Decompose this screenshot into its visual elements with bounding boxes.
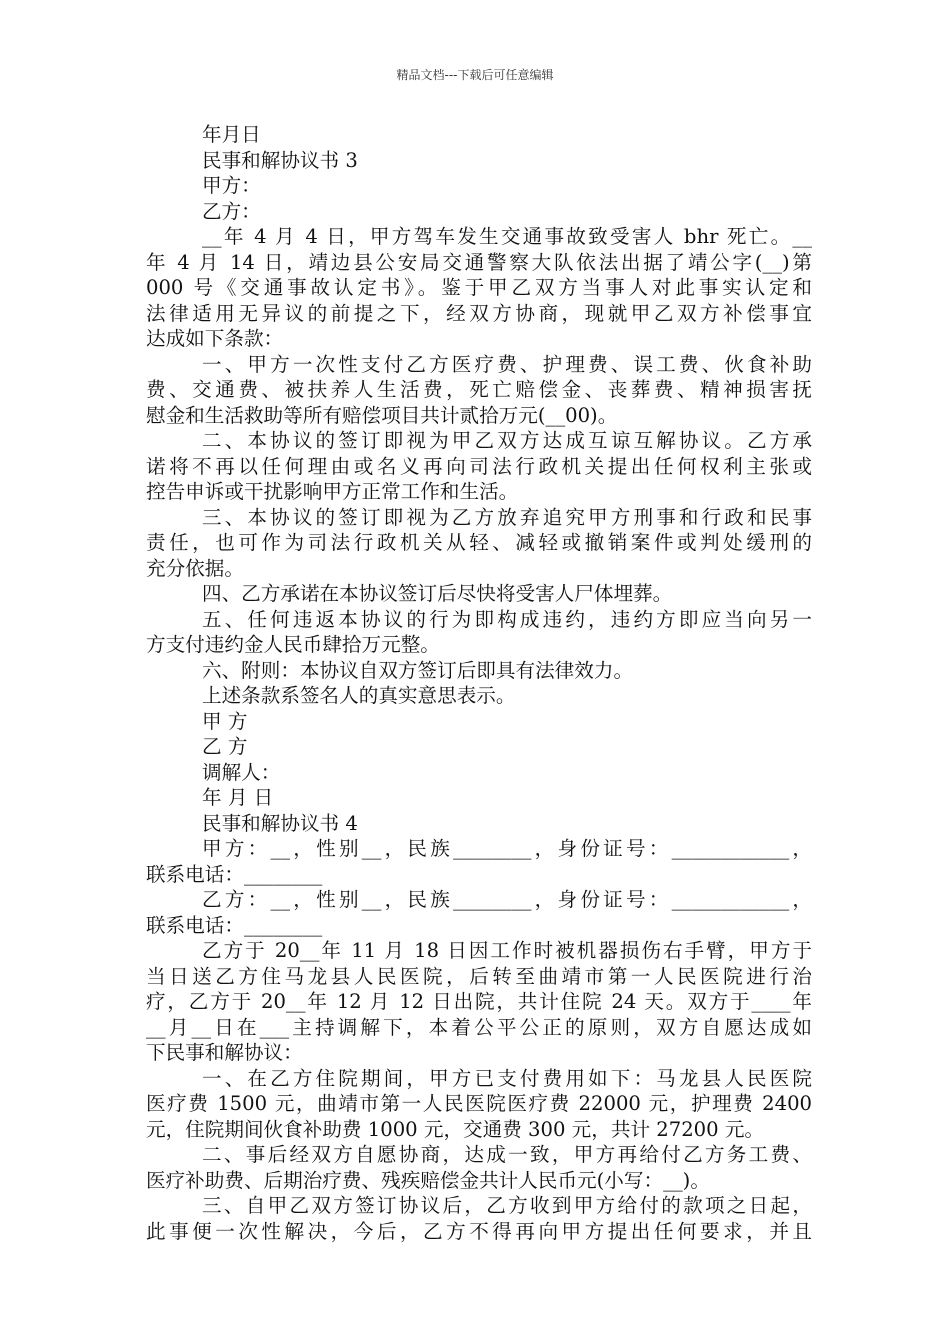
text-line: 一、在乙方住院期间，甲方已支付费用如下：马龙县人民医院 xyxy=(202,1066,812,1090)
text-line: 四、乙方承诺在本协议签订后尽快将受害人尸体埋葬。 xyxy=(202,582,673,605)
text-line: 联系电话：________ xyxy=(146,913,323,937)
text-line: 甲方： xyxy=(202,174,261,197)
text-line: 疗，乙方于 20__年 12 月 12 日出院，共计住院 24 天。双方于____年 xyxy=(146,990,812,1013)
text-line: 法律适用无异议的前提之下，经双方协商，现就甲乙双方补偿事宜 xyxy=(146,301,812,325)
text-line: 乙 方 xyxy=(202,735,248,758)
text-line: 医疗补助费、后期治疗费、残疾赔偿金共计人民币元(小写：__)。 xyxy=(146,1168,710,1192)
text-line: 甲 方 xyxy=(202,709,248,733)
text-line: 乙方：__，性别__，民族________，身份证号：____________， xyxy=(202,888,812,911)
text-line: 年 月 日 xyxy=(202,786,274,809)
text-line: 二、本协议的签订即视为甲乙双方达成互谅互解协议。乙方承 xyxy=(202,429,812,452)
text-line: 五、任何违返本协议的行为即构成违约，违约方即应当向另一 xyxy=(202,607,812,631)
text-line: 达成如下条款： xyxy=(146,327,284,350)
text-line: 元，住院期间伙食补助费 1000 元，交通费 300 元，共计 27200 元。 xyxy=(146,1117,765,1141)
text-line: __月__日在___主持调解下，本着公平公正的原则，双方自愿达成如 xyxy=(146,1015,812,1039)
text-line: 三、自甲乙双方签订协议后，乙方收到甲方给付的款项之日起， xyxy=(202,1194,812,1217)
text-line: 医疗费 1500 元，曲靖市第一人民医院医疗费 22000 元，护理费 2400 xyxy=(146,1092,812,1115)
text-line: 上述条款系签名人的真实意思表示。 xyxy=(202,684,516,707)
text-line: 诺将不再以任何理由或名义再向司法行政机关提出任何权利主张或 xyxy=(146,454,812,478)
text-line: 慰金和生活救助等所有赔偿项目共计贰拾万元(__00)。 xyxy=(146,403,618,427)
text-line: 下民事和解协议： xyxy=(146,1041,303,1064)
text-line: 联系电话：________ xyxy=(146,862,323,886)
text-line: 甲方：__，性别__，民族________，身份证号：____________， xyxy=(202,837,812,860)
text-line: 费、交通费、被扶养人生活费，死亡赔偿金、丧葬费、精神损害抚 xyxy=(146,378,812,401)
text-line: 调解人： xyxy=(202,760,281,784)
text-line: 民事和解协议书 4 xyxy=(202,811,358,835)
text-line: 二、事后经双方自愿协商，达成一致，甲方再给付乙方务工费、 xyxy=(202,1143,812,1166)
text-line: 充分依据。 xyxy=(146,556,244,580)
text-line: 年 4 月 14 日，靖边县公安局交通警察大队依法出据了靖公字(__)第 xyxy=(146,250,812,274)
text-line: 方支付违约金人民币肆拾万元整。 xyxy=(146,633,440,656)
text-line: 六、附则：本协议自双方签订后即具有法律效力。 xyxy=(202,658,634,682)
page-header: 精品文档---下载后可任意编辑 xyxy=(396,68,554,82)
document-body xyxy=(146,122,812,1244)
text-line: 当日送乙方住马龙县人民医院，后转至曲靖市第一人民医院进行治 xyxy=(146,964,812,988)
text-line: 一、甲方一次性支付乙方医疗费、护理费、误工费、伙食补助 xyxy=(202,352,812,376)
text-line: 民事和解协议书 3 xyxy=(202,148,358,172)
text-line: 此事便一次性解决，今后，乙方不得再向甲方提出任何要求，并且 xyxy=(146,1219,812,1243)
text-line: 年月日 xyxy=(202,123,261,146)
text-line: 责任，也可作为司法行政机关从轻、减轻或撤销案件或判处缓刑的 xyxy=(146,531,812,554)
text-line: 乙方： xyxy=(202,199,261,223)
text-line: 000 号《交通事故认定书》。鉴于甲乙双方当事人对此事实认定和 xyxy=(146,276,812,299)
text-line: 三、本协议的签订即视为乙方放弃追究甲方刑事和行政和民事 xyxy=(202,505,812,529)
text-line: 控告申诉或干扰影响甲方正常工作和生活。 xyxy=(146,480,519,503)
text-line: __年 4 月 4 日，甲方驾车发生交通事故致受害人 bhr 死亡。__ xyxy=(202,225,812,248)
text-line: 乙方于 20__年 11 月 18 日因工作时被机器损伤右手臂，甲方于 xyxy=(202,939,812,962)
